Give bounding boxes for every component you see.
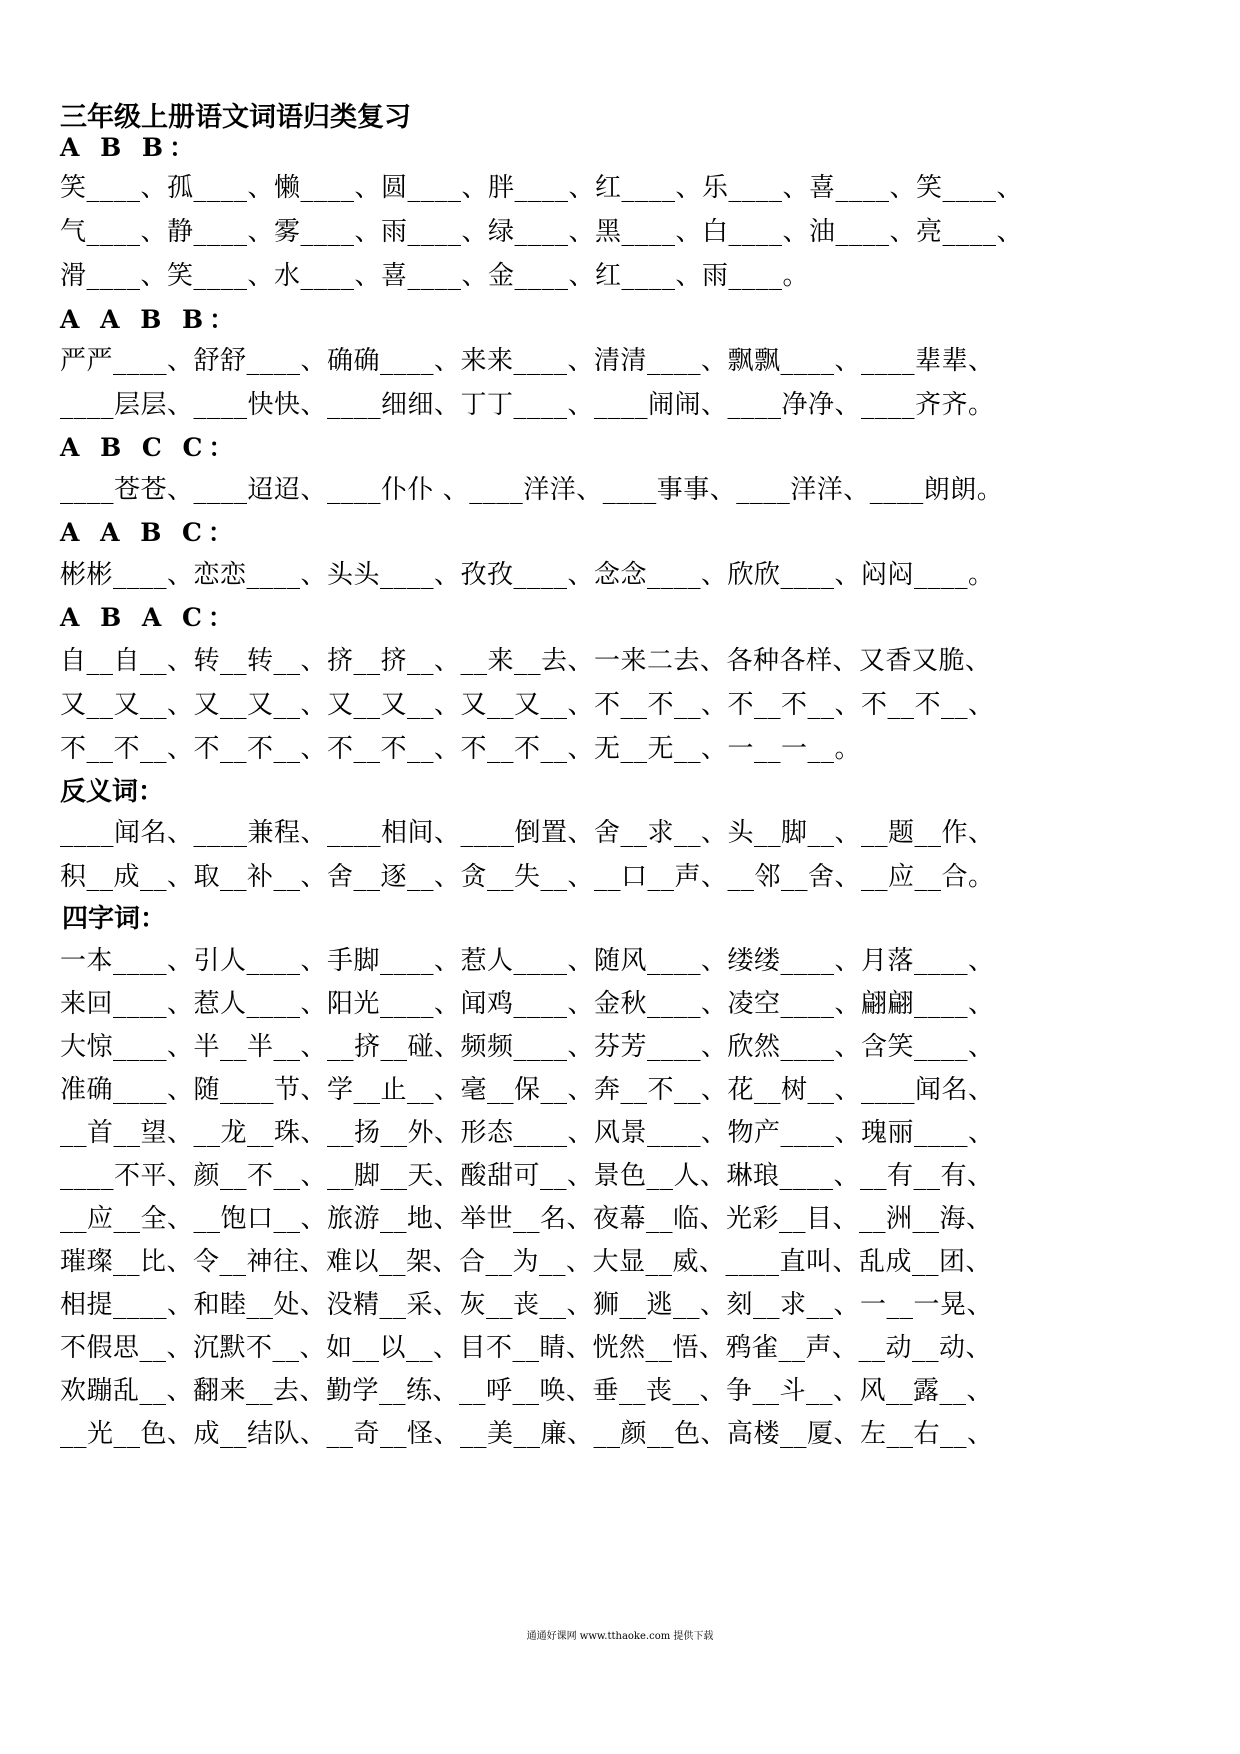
- four-char-line-11: 欢蹦乱__、翻来__去、勤学__练、__呼__唤、垂__丧__、争__斗__、风__露__、: [60, 1376, 994, 1406]
- four-char-line-4: 准确____、随____节、学__止__、毫__保__、奔__不__、花__树__、____闻名、: [60, 1075, 995, 1105]
- page-title: 三年级上册语文词语归类复习: [60, 102, 411, 133]
- section-heading-four-char: 四字词：: [62, 904, 167, 934]
- four-char-line-10: 不假思__、沉默不__、如__以__、目不__睛、恍然__悟、鸦雀__声、__动__动、: [60, 1333, 993, 1363]
- four-char-line-6: ____不平、颜__不__、__脚__天、酸甜可__、景色__人、琳琅____、__有__有、: [60, 1161, 994, 1191]
- section-heading-antonyms: 反义词：: [60, 777, 165, 807]
- four-char-line-2: 来回____、惹人____、阳光____、闻鸡____、金秋____、凌空____、翩翩____、: [60, 989, 995, 1019]
- abac-line-2: 又__又__、又__又__、又__又__、又__又__、不__不__、不__不__、不__不__、: [60, 690, 995, 720]
- antonyms-line-2: 积__成__、取__补__、舍__逐__、贪__失__、__口__声、__邻__舍、__应__合。: [60, 862, 995, 892]
- section-heading-aabb: A A B B：: [60, 305, 241, 334]
- aabc-line-1: 彬彬____、恋恋____、头头____、孜孜____、念念____、欣欣____、闷闷____。: [60, 560, 995, 590]
- abac-line-3: 不__不__、不__不__、不__不__、不__不__、无__无__、一__一__。: [60, 734, 862, 764]
- aabb-line-1: 严严____、舒舒____、确确____、来来____、清清____、飘飘____、____辈辈、: [60, 346, 995, 376]
- section-heading-aabc: A A B C：: [60, 518, 239, 547]
- four-char-line-1: 一本____、引人____、手脚____、惹人____、随风____、缕缕____、月落____、: [60, 946, 995, 976]
- abb-line-3: 滑____、笑____、水____、喜____、金____、红____、雨____。: [60, 261, 810, 291]
- page-footer: 通通好课网 www.tthaoke.com 提供下载: [526, 1631, 714, 1642]
- abac-line-1: 自__自__、转__转__、挤__挤__、__来__去、一来二去、各种各样、又香又脆、: [60, 646, 992, 676]
- abcc-line-1: ____苍苍、____迢迢、____仆仆 、____洋洋、____事事、____洋洋、____朗朗。: [60, 475, 1004, 505]
- section-heading-abcc: A B C C：: [60, 433, 240, 462]
- four-char-line-7: __应__全、__饱口__、旅游__地、举世__名、夜幕__临、光彩__目、__洲__海、: [60, 1204, 993, 1234]
- abb-line-2: 气____、静____、雾____、雨____、绿____、黑____、白____、油____、亮____、: [60, 217, 1024, 247]
- four-char-line-8: 璀璨__比、令__神往、难以__架、合__为__、大显__威、____直叫、乱成__团、: [60, 1247, 993, 1277]
- four-char-line-9: 相提____、和睦__处、没精__采、灰__丧__、狮__逃__、刻__求__、一__一晃、: [60, 1290, 994, 1320]
- abb-line-1: 笑____、孤____、懒____、圆____、胖____、红____、乐____、喜____、笑____、: [60, 173, 1024, 203]
- aabb-line-2: ____层层、____快快、____细细、丁丁____、____闹闹、____净净、____齐齐。: [60, 390, 995, 420]
- section-heading-abb: A B B：: [60, 133, 201, 162]
- antonyms-line-1: ____闻名、____兼程、____相间、____倒置、舍__求__、头__脚__、__题__作、: [60, 818, 995, 848]
- section-heading-abac: A B A C：: [60, 603, 239, 632]
- four-char-line-12: __光__色、成__结队、__奇__怪、__美__廉、__颜__色、高楼__厦、左__右__、: [60, 1419, 994, 1449]
- four-char-line-3: 大惊____、半__半__、__挤__碰、频频____、芬芳____、欣然____、含笑____、: [60, 1032, 995, 1062]
- four-char-line-5: __首__望、__龙__珠、__扬__外、形态____、风景____、物产____、瑰丽____、: [60, 1118, 995, 1148]
